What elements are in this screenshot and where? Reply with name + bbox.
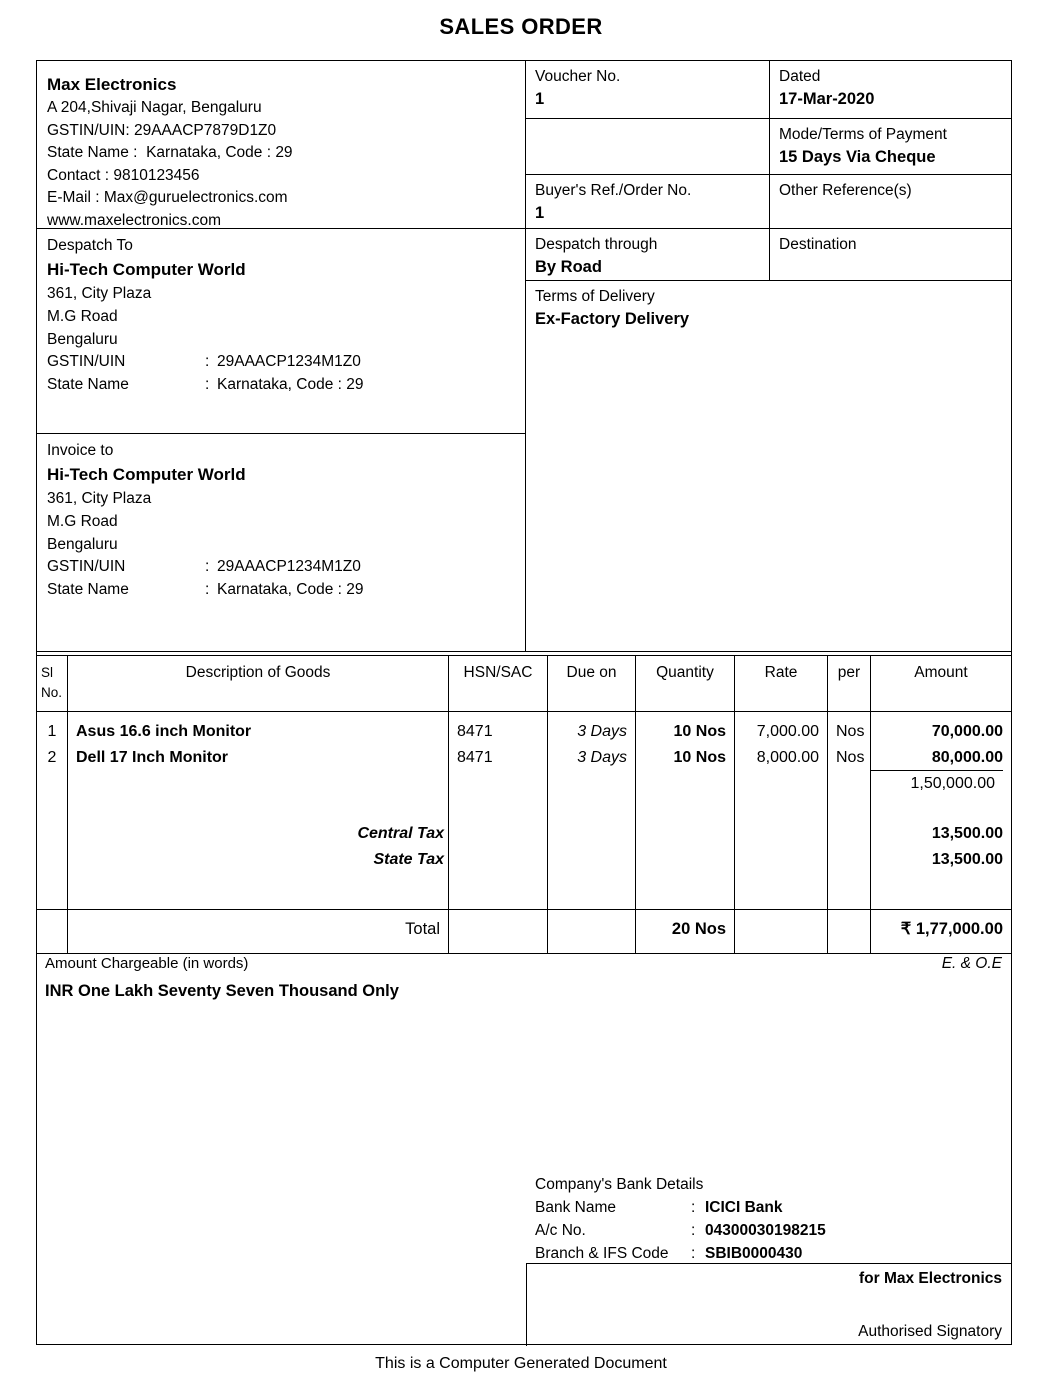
payment-mode-value: 15 Days Via Cheque <box>779 148 936 166</box>
terms-of-delivery-cell <box>526 281 1012 651</box>
other-reference-label: Other Reference(s) <box>779 182 912 199</box>
tax-amount-state: 13,500.00 <box>931 850 1003 868</box>
gap-spacer <box>68 796 448 822</box>
header-rate: Rate <box>764 664 798 681</box>
payment-mode-cell <box>769 119 1012 175</box>
bank-name-separator: : <box>691 1199 696 1216</box>
despatch-to-block <box>37 229 525 434</box>
total-quantity: 20 Nos <box>671 920 726 938</box>
dated-cell <box>769 61 1012 119</box>
despatch-to-gstin-value: 29AAACP1234M1Z0 <box>217 353 361 371</box>
buyer-ref-value: 1 <box>535 204 545 222</box>
body-amount <box>871 719 1011 872</box>
invoice-to-state-separator: : <box>205 581 210 599</box>
seller-address: A 204,Shivaji Nagar, Bengaluru <box>47 99 262 116</box>
signature-for-company: for Max Electronics <box>859 1270 1002 1287</box>
header-sl-line2: No. <box>41 685 63 700</box>
invoice-to-state-value: Karnataka, Code : 29 <box>217 581 364 599</box>
seller-block <box>37 61 525 229</box>
despatch-to-state-separator: : <box>205 376 210 394</box>
terms-of-delivery-label: Terms of Delivery <box>535 288 655 305</box>
voucher-details-panel <box>525 61 1011 651</box>
despatch-to-name: Hi-Tech Computer World <box>47 260 246 279</box>
invoice-to-line1: 361, City Plaza <box>47 490 152 507</box>
invoice-to-state-row <box>47 579 525 602</box>
total-amount: ₹ 1,77,000.00 <box>900 920 1003 938</box>
tax-label-central: Central Tax <box>357 825 444 842</box>
header-description: Description of Goods <box>185 664 331 681</box>
invoice-to-caption: Invoice to <box>47 442 114 459</box>
seller-state: State Name : Karnataka, Code : 29 <box>47 144 293 162</box>
column-quantity <box>635 656 734 953</box>
despatch-through-cell <box>526 229 769 281</box>
despatch-to-line3: Bengaluru <box>47 330 118 348</box>
bank-details-block <box>526 1173 1011 1265</box>
body-quantity <box>636 719 734 770</box>
seller-gstin: GSTIN/UIN: 29AAACP7879D1Z0 <box>47 121 277 139</box>
other-reference-cell <box>769 175 1012 229</box>
cell-quantity: 10 Nos <box>673 723 726 740</box>
column-rate <box>734 656 827 953</box>
destination-label: Destination <box>779 236 857 253</box>
despatch-to-gstin-row <box>47 351 525 374</box>
header-hsn-sac: HSN/SAC <box>463 664 533 681</box>
dated-label: Dated <box>779 68 821 85</box>
cell-description: Asus 16.6 inch Monitor <box>76 723 252 740</box>
bank-ifsc-value: SBIB0000430 <box>705 1245 803 1262</box>
body-description <box>68 719 448 872</box>
bank-account-value: 04300030198215 <box>705 1222 826 1239</box>
cell-per: Nos <box>836 723 865 740</box>
column-due-on <box>547 656 635 953</box>
gap-spacer <box>871 796 1011 822</box>
invoice-to-line3: Bengaluru <box>47 535 118 553</box>
tax-label-state: State Tax <box>373 850 444 868</box>
column-hsn-sac <box>448 656 547 953</box>
body-rate <box>735 719 827 770</box>
cell-rate: 7,000.00 <box>756 723 819 740</box>
tax-amount-central: 13,500.00 <box>931 825 1003 842</box>
voucher-row-1 <box>526 61 1012 119</box>
body-per <box>828 719 870 770</box>
cell-hsn-sac: 8471 <box>457 723 493 740</box>
bank-account-row <box>526 1219 1011 1242</box>
bank-ifsc-separator: : <box>691 1245 696 1262</box>
despatch-through-value: By Road <box>535 258 602 276</box>
dated-value: 17-Mar-2020 <box>779 90 875 108</box>
document-frame <box>36 60 1012 1345</box>
items-table-inner <box>37 655 1011 952</box>
despatch-to-state-value: Karnataka, Code : 29 <box>217 376 364 394</box>
despatch-to-line2: M.G Road <box>47 307 118 325</box>
bank-name-label: Bank Name <box>535 1199 616 1216</box>
footer-note: This is a Computer Generated Document <box>375 1355 667 1372</box>
despatch-to-gstin-label: GSTIN/UIN <box>47 353 126 371</box>
voucher-blank-cell <box>526 119 769 175</box>
invoice-to-state-label: State Name <box>47 581 129 599</box>
invoice-to-gstin-row <box>47 556 525 579</box>
voucher-row-4 <box>526 229 1012 281</box>
items-table <box>37 651 1011 951</box>
voucher-row-3 <box>526 175 1012 229</box>
despatch-to-gstin-separator: : <box>205 353 210 371</box>
cell-description: Dell 17 Inch Monitor <box>76 748 229 766</box>
terms-of-delivery-value: Ex-Factory Delivery <box>535 310 690 328</box>
authorised-signatory-label: Authorised Signatory <box>858 1323 1002 1340</box>
voucher-no-value: 1 <box>535 90 545 108</box>
subtotal-spacer <box>68 770 448 796</box>
errors-and-omissions-note: E. & O.E <box>941 955 1002 972</box>
payment-mode-label: Mode/Terms of Payment <box>779 126 947 143</box>
bank-ifsc-row <box>526 1242 1011 1265</box>
cell-per: Nos <box>836 748 865 766</box>
column-description <box>67 656 448 953</box>
cell-sl-no: 2 <box>47 748 57 766</box>
bank-name-row <box>526 1196 1011 1219</box>
header-amount: Amount <box>914 664 968 681</box>
amount-in-words-caption: Amount Chargeable (in words) <box>45 955 249 972</box>
seller-contact: Contact : 9810123456 <box>47 166 200 184</box>
header-due-on: Due on <box>566 664 617 681</box>
cell-amount: 80,000.00 <box>931 748 1003 766</box>
bank-details-caption: Company's Bank Details <box>535 1176 704 1193</box>
page-title: SALES ORDER <box>439 14 603 39</box>
bank-name-value: ICICI Bank <box>705 1199 783 1216</box>
buyer-ref-cell <box>526 175 769 229</box>
bank-account-label: A/c No. <box>535 1222 586 1239</box>
voucher-no-cell <box>526 61 769 119</box>
header-per: per <box>837 664 861 681</box>
signature-box <box>526 1263 1011 1346</box>
despatch-through-label: Despatch through <box>535 236 658 253</box>
buyer-ref-label: Buyer's Ref./Order No. <box>535 182 692 199</box>
cell-hsn-sac: 8471 <box>457 748 493 766</box>
cell-amount: 70,000.00 <box>931 723 1003 740</box>
despatch-to-line1: 361, City Plaza <box>47 285 152 302</box>
invoice-to-gstin-separator: : <box>205 558 210 576</box>
seller-website: www.maxelectronics.com <box>47 211 221 229</box>
body-sl-no <box>37 719 67 770</box>
amount-in-words-block <box>37 951 1011 1036</box>
column-per <box>827 656 870 953</box>
cell-rate: 8,000.00 <box>756 748 819 766</box>
total-label: Total <box>405 920 440 938</box>
body-due-on <box>548 719 635 770</box>
voucher-no-label: Voucher No. <box>535 68 621 85</box>
invoice-to-block <box>37 434 525 651</box>
despatch-to-caption: Despatch To <box>47 237 133 254</box>
despatch-to-state-label: State Name <box>47 376 129 394</box>
cell-due-on: 3 Days <box>577 723 627 740</box>
despatch-to-state-row <box>47 374 525 397</box>
bank-ifsc-label: Branch & IFS Code <box>535 1245 669 1262</box>
invoice-to-gstin-value: 29AAACP1234M1Z0 <box>217 558 361 576</box>
column-sl-no <box>37 656 67 953</box>
cell-quantity: 10 Nos <box>673 748 726 766</box>
invoice-to-gstin-label: GSTIN/UIN <box>47 558 126 576</box>
header-quantity: Quantity <box>656 664 714 681</box>
destination-cell <box>769 229 1012 281</box>
amount-in-words-value: INR One Lakh Seventy Seven Thousand Only <box>45 982 399 1000</box>
seller-name: Max Electronics <box>47 75 177 94</box>
cell-sl-no: 1 <box>47 723 57 740</box>
subtotal-amount: 1,50,000.00 <box>871 770 1003 796</box>
bank-account-separator: : <box>691 1222 696 1239</box>
cell-due-on: 3 Days <box>577 748 627 766</box>
column-amount <box>870 656 1011 953</box>
voucher-row-5 <box>526 281 1012 651</box>
voucher-row-2 <box>526 119 1012 175</box>
invoice-to-name: Hi-Tech Computer World <box>47 465 246 484</box>
header-sl-no <box>37 663 67 703</box>
seller-email: E-Mail : Max@guruelectronics.com <box>47 189 288 207</box>
header-sl-line1: Sl <box>41 665 54 680</box>
invoice-to-line2: M.G Road <box>47 512 118 530</box>
body-hsn-sac <box>449 719 547 770</box>
